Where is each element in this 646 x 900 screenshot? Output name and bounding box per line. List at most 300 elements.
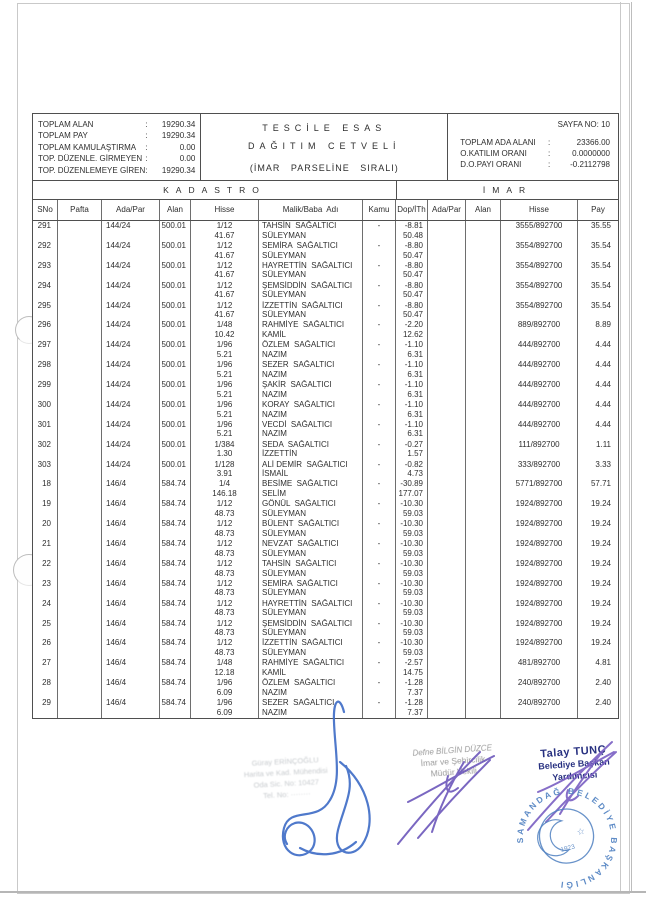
- cell-hisse: 1/48 12.18: [191, 658, 259, 678]
- cell-adapar: 144/24: [102, 221, 160, 241]
- cell-sno: 28: [33, 678, 58, 698]
- cell-imar-alan: [466, 241, 501, 261]
- cell-alan: 500.01: [160, 460, 191, 480]
- cell-kamu: -: [363, 599, 396, 619]
- cell-imar-alan: [466, 440, 501, 460]
- cell-malik: TAHSİN SAĞALTICI SÜLEYMAN: [259, 559, 363, 579]
- engineer-phone: Tel. No: ········: [262, 788, 311, 801]
- cell-imar-adapar: [428, 658, 466, 678]
- cell-pafta: [58, 579, 102, 599]
- cell-adapar: 146/4: [102, 479, 160, 499]
- cell-imar-adapar: [428, 519, 466, 539]
- cell-pay: 3.33: [595, 459, 611, 469]
- cell-sno: 24: [33, 599, 58, 619]
- table-row: [33, 579, 618, 599]
- table-row: [33, 301, 618, 321]
- cell-kamu: -: [363, 638, 396, 658]
- cell-imar-alan: [466, 519, 501, 539]
- table-row: [33, 559, 618, 579]
- table-row: [33, 599, 618, 619]
- col-pafta: Pafta: [58, 200, 102, 220]
- table-row: [33, 400, 618, 420]
- cell-adapar: 146/4: [102, 678, 160, 698]
- cell-sno: 25: [33, 619, 58, 639]
- cell-adapar: 146/4: [102, 599, 160, 619]
- cell-adapar: 146/4: [102, 658, 160, 678]
- document-title-line1: TESCİLE ESAS: [262, 123, 387, 133]
- cell-imar-adapar: [428, 559, 466, 579]
- cell-dop: -8.80 50.47: [396, 241, 428, 261]
- table-row: [33, 420, 618, 440]
- cell-sno: 298: [33, 360, 58, 380]
- cell-malik: ŞEMSİDDİN SAĞALTICI SÜLEYMAN: [259, 281, 363, 301]
- cell-malik: RAHMİYE SAĞALTICI KAMİL: [259, 658, 363, 678]
- table-row: [33, 380, 618, 400]
- cell-imar-adapar: [428, 678, 466, 698]
- ratio-value: 23366.00: [576, 138, 610, 147]
- cell-alan: 500.01: [160, 241, 191, 261]
- table-row: [33, 360, 618, 380]
- cell-kamu: -: [363, 579, 396, 599]
- cell-imar-hisse: 444/892700: [501, 420, 578, 440]
- cell-hisse: 1/96 5.21: [191, 360, 259, 380]
- cell-pafta: [58, 658, 102, 678]
- cell-adapar: 144/24: [102, 241, 160, 261]
- cell-sno: 29: [33, 698, 58, 718]
- cell-kamu: -: [363, 400, 396, 420]
- cell-adapar: 144/24: [102, 340, 160, 360]
- cell-imar-adapar: [428, 380, 466, 400]
- cell-malik: GÖNÜL SAĞALTICI SÜLEYMAN: [259, 499, 363, 519]
- colon: :: [145, 120, 148, 129]
- colon: :: [145, 165, 148, 175]
- cell-hisse: 1/384 1.30: [191, 440, 259, 460]
- cell-adapar: 144/24: [102, 320, 160, 340]
- cell-pay: 4.44: [595, 380, 611, 389]
- cell-malik: ÖZLEM SAĞALTICI NAZIM: [259, 340, 363, 360]
- cell-imar-adapar: [428, 320, 466, 340]
- cell-sno: 293: [33, 261, 58, 281]
- total-value: 19290.34: [161, 120, 196, 129]
- cell-dop: -10.30 59.03: [396, 499, 428, 519]
- cell-pay: 35.54: [590, 280, 611, 290]
- cell-imar-adapar: [428, 599, 466, 619]
- col-hisse: Hisse: [191, 200, 259, 220]
- cell-sno: 292: [33, 241, 58, 261]
- engineer-name: Güray ERİNÇOĞLU: [251, 755, 319, 768]
- cell-hisse: 1/96 5.21: [191, 380, 259, 400]
- cell-adapar: 146/4: [102, 579, 160, 599]
- table-row: [33, 241, 618, 261]
- cell-hisse: 1/96 6.09: [191, 698, 259, 718]
- total-line: [38, 153, 195, 164]
- cell-sno: 302: [33, 440, 58, 460]
- cell-malik: ŞAKİR SAĞALTICI NAZIM: [259, 380, 363, 400]
- cell-pay: 19.24: [590, 578, 611, 588]
- cell-hisse: 1/12 41.67: [191, 241, 259, 261]
- cell-dop: -8.80 50.47: [396, 261, 428, 281]
- cell-imar-adapar: [428, 241, 466, 261]
- cell-sno: 23: [33, 579, 58, 599]
- document-title-line2: DAĞITIM CETVELİ: [248, 141, 401, 151]
- cell-alan: 584.74: [160, 678, 191, 698]
- total-label: TOPLAM ALAN: [38, 120, 94, 129]
- table-row: [33, 658, 618, 678]
- cell-kamu: -: [363, 380, 396, 400]
- engineer-registry-no: Oda Sic. No: 10427: [253, 777, 320, 790]
- cell-imar-adapar: [428, 440, 466, 460]
- table-row: [33, 320, 618, 340]
- table-row: [33, 619, 618, 639]
- cell-adapar: 144/24: [102, 400, 160, 420]
- deputy-mayor-title-line2: Yardımcısı: [552, 769, 598, 783]
- cell-alan: 584.74: [160, 519, 191, 539]
- cell-sno: 18: [33, 479, 58, 499]
- cell-adapar: 146/4: [102, 559, 160, 579]
- cell-pay: 35.54: [590, 260, 611, 270]
- cell-imar-alan: [466, 340, 501, 360]
- cell-alan: 584.74: [160, 499, 191, 519]
- table-row: [33, 261, 618, 281]
- cell-pay: 57.71: [590, 479, 611, 489]
- cell-pay: 19.24: [590, 558, 611, 568]
- seal-crescent-icon: [534, 818, 570, 860]
- cell-alan: 500.01: [160, 440, 191, 460]
- cell-adapar: 146/4: [102, 638, 160, 658]
- cell-pay: 2.40: [595, 678, 611, 688]
- table-row: [33, 440, 618, 460]
- cell-malik: SEZER SAĞALTICI NAZIM: [259, 698, 363, 718]
- cell-pay: 2.40: [595, 698, 611, 707]
- cell-kamu: -: [363, 479, 396, 499]
- cell-imar-alan: [466, 281, 501, 301]
- page-bottom-edge-line: [0, 891, 646, 893]
- cell-kamu: -: [363, 499, 396, 519]
- cell-adapar: 144/24: [102, 460, 160, 480]
- cell-dop: -10.30 59.03: [396, 619, 428, 639]
- cell-alan: 500.01: [160, 281, 191, 301]
- cell-imar-hisse: 5771/892700: [501, 479, 578, 499]
- cell-malik: SEDA SAĞALTICI İZZETTİN: [259, 440, 363, 460]
- section-band: [33, 181, 618, 200]
- cell-kamu: -: [363, 301, 396, 321]
- cell-imar-hisse: 481/892700: [501, 658, 578, 678]
- cell-sno: 300: [33, 400, 58, 420]
- cell-alan: 500.01: [160, 400, 191, 420]
- table-header-box: [33, 114, 618, 181]
- cell-imar-alan: [466, 360, 501, 380]
- deputy-mayor-name: Talay TUNÇ: [539, 743, 607, 761]
- cell-dop: -1.28 7.37: [396, 698, 428, 718]
- cell-imar-alan: [466, 479, 501, 499]
- cell-adapar: 144/24: [102, 281, 160, 301]
- distribution-table: [32, 113, 619, 719]
- cell-dop: -0.82 4.73: [396, 460, 428, 480]
- cell-dop: -1.10 6.31: [396, 360, 428, 380]
- cell-imar-hisse: 333/892700: [501, 460, 578, 480]
- ratio-label: D.O.PAYI ORANI: [460, 160, 522, 170]
- cell-kamu: -: [363, 678, 396, 698]
- cell-pafta: [58, 340, 102, 360]
- cell-dop: -1.10 6.31: [396, 420, 428, 440]
- cell-imar-alan: [466, 499, 501, 519]
- col-pay: Pay: [591, 205, 605, 214]
- colon: :: [145, 142, 148, 152]
- cell-pafta: [58, 539, 102, 559]
- cell-kamu: -: [363, 460, 396, 480]
- cell-pay: 19.24: [590, 519, 611, 529]
- cell-dop: -10.30 59.03: [396, 579, 428, 599]
- cell-alan: 500.01: [160, 340, 191, 360]
- cell-imar-hisse: 444/892700: [501, 400, 578, 420]
- cell-adapar: 146/4: [102, 519, 160, 539]
- cell-dop: -10.30 59.03: [396, 559, 428, 579]
- cell-dop: -10.30 59.03: [396, 638, 428, 658]
- cell-imar-adapar: [428, 221, 466, 241]
- cell-malik: İZZETTİN SAĞALTICI SÜLEYMAN: [259, 301, 363, 321]
- cell-hisse: 1/12 48.73: [191, 499, 259, 519]
- cell-pafta: [58, 320, 102, 340]
- cell-hisse: 1/96 5.21: [191, 420, 259, 440]
- cell-dop: -10.30 59.03: [396, 519, 428, 539]
- municipality-seal-icon: [504, 774, 630, 900]
- director-stamp: [392, 741, 514, 782]
- cell-imar-hisse: 240/892700: [501, 698, 578, 718]
- cell-sno: 21: [33, 539, 58, 559]
- svg-text:SAMANDAĞ BELEDİYE BAŞKANLIĞI: [504, 774, 630, 900]
- director-title-line1: İmar ve Şehircilik: [420, 753, 486, 769]
- cell-imar-alan: [466, 559, 501, 579]
- cell-adapar: 144/24: [102, 380, 160, 400]
- cell-kamu: -: [363, 440, 396, 460]
- total-value: 19290.34: [161, 131, 196, 141]
- cell-adapar: 146/4: [102, 698, 160, 718]
- cell-imar-alan: [466, 301, 501, 321]
- cell-sno: 301: [33, 420, 58, 440]
- total-line: [38, 165, 195, 176]
- cell-sno: 291: [33, 221, 58, 241]
- cell-alan: 584.74: [160, 539, 191, 559]
- total-label: TOPLAM KAMULAŞTIRMA: [38, 142, 137, 152]
- total-label: TOP. DÜZENLE. GİRMEYEN: [38, 154, 143, 164]
- cell-sno: 303: [33, 460, 58, 480]
- cell-imar-adapar: [428, 698, 466, 718]
- cell-imar-adapar: [428, 539, 466, 559]
- ratio-line: [460, 137, 610, 148]
- cell-hisse: 1/96 5.21: [191, 400, 259, 420]
- cell-pay: 4.44: [595, 399, 611, 409]
- cell-pay: 4.44: [595, 419, 611, 429]
- cell-alan: 500.01: [160, 221, 191, 241]
- cell-dop: -8.80 50.47: [396, 301, 428, 321]
- cell-adapar: 144/24: [102, 420, 160, 440]
- cell-sno: 27: [33, 658, 58, 678]
- cell-imar-alan: [466, 320, 501, 340]
- cell-hisse: 1/12 48.73: [191, 638, 259, 658]
- col-kamu: Kamu: [363, 200, 396, 220]
- cell-pay: 1.11: [596, 439, 611, 449]
- cell-adapar: 144/24: [102, 360, 160, 380]
- cell-malik: HAYRETTİN SAĞALTICI SÜLEYMAN: [259, 599, 363, 619]
- col-imar-adapar: Ada/Par: [428, 200, 466, 220]
- cell-hisse: 1/128 3.91: [191, 460, 259, 480]
- cell-pay: 19.24: [590, 618, 611, 628]
- cell-dop: -8.81 50.48: [396, 221, 428, 241]
- colon: :: [548, 138, 551, 147]
- seal-year: 1923: [559, 843, 576, 854]
- cell-hisse: 1/12 48.73: [191, 559, 259, 579]
- cell-pafta: [58, 360, 102, 380]
- cell-hisse: 1/12 48.73: [191, 579, 259, 599]
- cell-adapar: 144/24: [102, 301, 160, 321]
- section-kadastro: KADASTRO: [33, 181, 397, 199]
- page-right-edge-line: [620, 2, 621, 893]
- cell-alan: 500.01: [160, 301, 191, 321]
- cell-malik: SEMİRA SAĞALTICI SÜLEYMAN: [259, 579, 363, 599]
- deputy-mayor-stamp: [517, 742, 631, 786]
- cell-hisse: 1/96 6.09: [191, 678, 259, 698]
- cell-kamu: -: [363, 420, 396, 440]
- cell-hisse: 1/12 41.67: [191, 281, 259, 301]
- page-number: SAYFA NO: 10: [557, 120, 610, 129]
- cell-alan: 584.74: [160, 698, 191, 718]
- cell-pafta: [58, 460, 102, 480]
- cell-pafta: [58, 440, 102, 460]
- cell-imar-alan: [466, 380, 501, 400]
- cell-pay: 4.81: [595, 658, 611, 668]
- colon: :: [145, 154, 148, 164]
- cell-malik: ÖZLEM SAĞALTICI NAZIM: [259, 678, 363, 698]
- colon: :: [548, 149, 551, 159]
- cell-kamu: -: [363, 221, 396, 241]
- table-row: [33, 638, 618, 658]
- cell-hisse: 1/12 48.73: [191, 619, 259, 639]
- cell-alan: 584.74: [160, 619, 191, 639]
- cell-hisse: 1/12 41.67: [191, 221, 259, 241]
- cell-pay: 35.54: [590, 300, 611, 310]
- director-signature-icon: [398, 752, 494, 844]
- table-row: [33, 519, 618, 539]
- cell-hisse: 1/12 41.67: [191, 261, 259, 281]
- cell-kamu: -: [363, 340, 396, 360]
- table-row: [33, 499, 618, 519]
- cell-pafta: [58, 261, 102, 281]
- cell-pafta: [58, 559, 102, 579]
- ratio-line: [460, 159, 610, 170]
- cell-alan: 500.01: [160, 420, 191, 440]
- cell-imar-adapar: [428, 638, 466, 658]
- table-row: [33, 678, 618, 698]
- cell-dop: -10.30 59.03: [396, 539, 428, 559]
- director-name: Defne BİLGİN DÜZCE: [412, 743, 493, 758]
- table-row: [33, 281, 618, 301]
- cell-malik: TAHSİN SAĞALTICI SÜLEYMAN: [259, 221, 363, 241]
- ratio-label: O.KATILIM ORANI: [460, 149, 527, 159]
- cell-hisse: 1/96 5.21: [191, 340, 259, 360]
- cell-sno: 294: [33, 281, 58, 301]
- cell-alan: 584.74: [160, 658, 191, 678]
- cell-imar-alan: [466, 638, 501, 658]
- cell-pay: 35.54: [590, 240, 611, 250]
- cell-imar-hisse: 1924/892700: [501, 579, 578, 599]
- cell-imar-hisse: 1924/892700: [501, 599, 578, 619]
- col-dop: Dop/İTh: [396, 200, 428, 220]
- cell-pafta: [58, 400, 102, 420]
- colon: :: [145, 131, 148, 141]
- cell-dop: -30.89 177.07: [396, 479, 428, 499]
- cell-imar-hisse: 3554/892700: [501, 301, 578, 321]
- cell-adapar: 144/24: [102, 261, 160, 281]
- cell-imar-hisse: 444/892700: [501, 340, 578, 360]
- cell-imar-adapar: [428, 479, 466, 499]
- cell-dop: -8.80 50.47: [396, 281, 428, 301]
- cell-imar-hisse: 889/892700: [501, 320, 578, 340]
- cell-imar-adapar: [428, 420, 466, 440]
- cell-imar-alan: [466, 400, 501, 420]
- cell-pay: 35.55: [590, 221, 611, 230]
- col-adapar: Ada/Par: [102, 200, 160, 220]
- cell-kamu: -: [363, 360, 396, 380]
- cell-sno: 19: [33, 499, 58, 519]
- table-row: [33, 460, 618, 480]
- cell-imar-hisse: 444/892700: [501, 380, 578, 400]
- cell-dop: -1.10 6.31: [396, 400, 428, 420]
- cell-kamu: -: [363, 519, 396, 539]
- cell-pay: 19.24: [590, 598, 611, 608]
- cell-imar-adapar: [428, 400, 466, 420]
- seal-star-icon: ☆: [575, 825, 586, 838]
- cell-malik: ŞEMSİDDİN SAĞALTICI SÜLEYMAN: [259, 619, 363, 639]
- cell-sno: 26: [33, 638, 58, 658]
- engineer-signature-icon: [283, 702, 370, 856]
- cell-malik: SEZER SAĞALTICI NAZIM: [259, 360, 363, 380]
- cell-kamu: -: [363, 241, 396, 261]
- cell-pafta: [58, 519, 102, 539]
- cell-sno: 22: [33, 559, 58, 579]
- cell-kamu: -: [363, 539, 396, 559]
- cell-adapar: 146/4: [102, 619, 160, 639]
- cell-imar-alan: [466, 221, 501, 241]
- cell-kamu: -: [363, 320, 396, 340]
- cell-malik: SEMİRA SAĞALTICI SÜLEYMAN: [259, 241, 363, 261]
- cell-dop: -10.30 59.03: [396, 599, 428, 619]
- total-label: TOPLAM PAY: [38, 131, 88, 141]
- cell-imar-hisse: 1924/892700: [501, 499, 578, 519]
- cell-alan: 584.74: [160, 559, 191, 579]
- cell-dop: -2.57 14.75: [396, 658, 428, 678]
- cell-imar-hisse: 1924/892700: [501, 638, 578, 658]
- cell-imar-adapar: [428, 619, 466, 639]
- cell-pafta: [58, 479, 102, 499]
- cell-sno: 20: [33, 519, 58, 539]
- col-sno: SNo: [33, 200, 58, 220]
- seal-ring-text: SAMANDAĞ BELEDİYE BAŞKANLIĞI: [514, 785, 620, 891]
- cell-sno: 295: [33, 301, 58, 321]
- cell-adapar: 146/4: [102, 499, 160, 519]
- cell-imar-adapar: [428, 301, 466, 321]
- document-subtitle: (İMAR PARSELİNE SIRALI): [249, 163, 399, 173]
- cell-hisse: 1/12 48.73: [191, 539, 259, 559]
- total-value: 19290.34: [161, 165, 196, 175]
- cell-kamu: -: [363, 658, 396, 678]
- director-title-line2: Müdür Vekili: [430, 765, 478, 779]
- total-label: TOP. DÜZENLEMEYE GİREN: [38, 165, 146, 175]
- cell-imar-alan: [466, 619, 501, 639]
- cell-kamu: -: [363, 281, 396, 301]
- cell-alan: 500.01: [160, 320, 191, 340]
- cell-pay: 19.24: [590, 499, 611, 509]
- table-row: [33, 539, 618, 559]
